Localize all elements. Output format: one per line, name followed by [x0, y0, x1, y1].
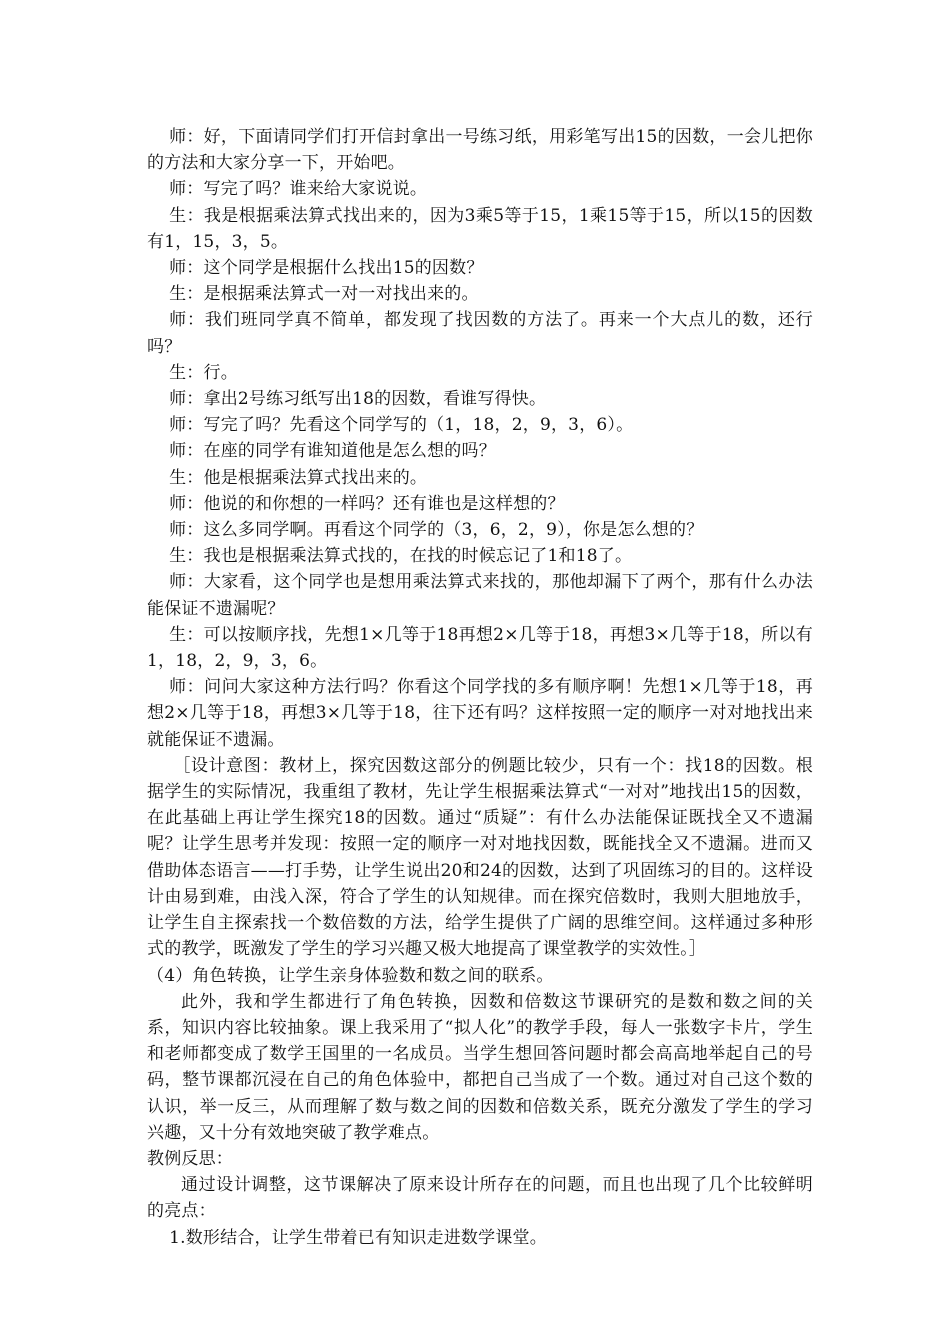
- numbered-point: 1.数形结合，让学生带着已有知识走进数学课堂。: [169, 1227, 547, 1248]
- body-paragraph: 此外，我和学生都进行了角色转换，因数和倍数这节课研究的是数和数之间的关系，知识内容比较抽象。课上我采用了“拟人化”的教学手段，每人一张数字卡片，学生和老师都变成了数学王国里的一名成员。当学生想回答问题时都会高高地举起自己的号码，整节课都沉浸在自己的角色体验中，都把自己当成了一个数。通过对自己这个数的认识，举一反三，从而理解了数与数之间的因数和倍数关系，既充分激发了学生的学习兴趣，又十分有效地突破了教学难点。: [147, 991, 813, 1143]
- dialogue-line: 师：写完了吗？谁来给大家说说。: [169, 179, 428, 200]
- dialogue-line: 生：我也是根据乘法算式找的，在找的时候忘记了1和18了。: [169, 546, 633, 567]
- dialogue-line: 师：他说的和你想的一样吗？还有谁也是这样想的？: [169, 493, 565, 514]
- dialogue-line: 师：好，下面请同学们打开信封拿出一号练习纸，用彩笔写出15的因数，一会儿把你的方法和大家分享一下，开始吧。: [147, 127, 813, 174]
- dialogue-line: 生：我是根据乘法算式找出来的，因为3乘5等于15，1乘15等于15，所以15的因数有1，15，3，5。: [147, 205, 813, 252]
- dialogue-line: 师：这个同学是根据什么找出15的因数？: [169, 258, 484, 279]
- dialogue-line: 生：行。: [169, 362, 238, 383]
- dialogue-line: 生：是根据乘法算式一对一对找出来的。: [169, 284, 479, 305]
- dialogue-line: 师：问问大家这种方法行吗？你看这个同学找的多有顺序啊！先想1×几等于18，再想2×几等于18，再想3×几等于18，往下还有吗？这样按照一定的顺序一对对地找出来就能保证不遗漏。: [147, 677, 813, 750]
- design-intent-note: ［设计意图：教材上，探究因数这部分的例题比较少，只有一个：找18的因数。根据学生的实际情况，我重组了教材，先让学生根据乘法算式“一对对”地找出15的因数，在此基础上再让学生探究18的因数。通过“质疑”：有什么办法能保证既找全又不遗漏呢？让学生思考并发现：按照一定的顺序一对对地找因数，既能找全又不遗漏。进而又借助体态语言——打手势，让学生说出20和24的因数，达到了巩固练习的目的。这样设计由易到难，由浅入深，符合了学生的认知规律。而在探究倍数时，我则大胆地放手，让学生自主探索找一个数倍数的方法，给学生提供了广阔的思维空间。这样通过多种形式的教学，既激发了学生的学习兴趣又极大地提高了课堂教学的实效性。］: [147, 755, 813, 960]
- body-paragraph: 通过设计调整，这节课解决了原来设计所存在的问题，而且也出现了几个比较鲜明的亮点：: [147, 1175, 813, 1222]
- dialogue-line: 师：拿出2号练习纸写出18的因数，看谁写得快。: [169, 389, 547, 410]
- dialogue-line: 生：他是根据乘法算式找出来的。: [169, 467, 428, 488]
- dialogue-line: 师：我们班同学真不简单，都发现了找因数的方法了。再来一个大点儿的数，还行吗？: [147, 310, 813, 357]
- dialogue-line: 师：在座的同学有谁知道他是怎么想的吗？: [169, 441, 496, 462]
- reflection-heading: 教例反思：: [147, 1148, 233, 1169]
- section-heading: （4）角色转换，让学生亲身体验数和数之间的联系。: [147, 965, 554, 986]
- document-body: [147, 124, 813, 1251]
- dialogue-line: 师：这么多同学啊。再看这个同学的（3，6，2，9），你是怎么想的？: [169, 520, 704, 541]
- dialogue-line: 生：可以按顺序找，先想1×几等于18再想2×几等于18，再想3×几等于18，所以有1，18，2，9，3，6。: [147, 624, 813, 672]
- dialogue-line: 师：大家看，这个同学也是想用乘法算式来找的，那他却漏下了两个，那有什么办法能保证不遗漏呢？: [147, 572, 813, 619]
- dialogue-line: 师：写完了吗？先看这个同学写的（1，18，2，9，3，6）。: [169, 415, 634, 436]
